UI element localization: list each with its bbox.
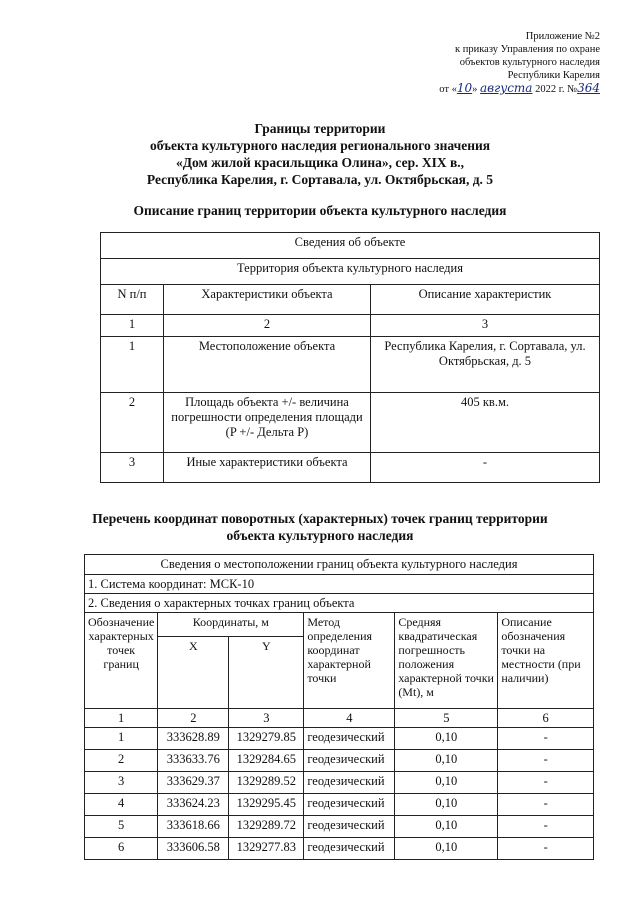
point-id: 3 <box>85 772 158 794</box>
col-y: Y <box>229 637 304 709</box>
point-y: 1329277.83 <box>229 838 304 860</box>
col-header: N п/п <box>101 285 164 315</box>
date-month: августа <box>480 81 533 95</box>
point-method: геодезический <box>304 794 395 816</box>
coordinates-table <box>84 554 594 860</box>
coord-system: 1. Система координат: МСК-10 <box>85 575 594 594</box>
title-line: Границы территории <box>254 121 386 136</box>
appendix-date <box>439 82 600 96</box>
point-method: геодезический <box>304 750 395 772</box>
col-header: Характеристики объекта <box>164 285 371 315</box>
col-number: 3 <box>371 315 600 337</box>
point-error: 0,10 <box>395 728 498 750</box>
col-number: 2 <box>158 709 229 728</box>
col-number: 1 <box>85 709 158 728</box>
row-characteristic: Местоположение объекта <box>164 337 371 393</box>
section2-title <box>0 510 640 544</box>
row-description: 405 кв.м. <box>371 393 600 453</box>
row-characteristic: Иные характеристики объекта <box>164 453 371 483</box>
section2-line: объекта культурного наследия <box>226 528 414 543</box>
point-desc: - <box>498 728 594 750</box>
point-desc: - <box>498 772 594 794</box>
col-designation: Обозначение характерных точек границ <box>85 613 158 709</box>
point-method: геодезический <box>304 838 395 860</box>
row-number: 3 <box>101 453 164 483</box>
point-x: 333628.89 <box>158 728 229 750</box>
point-method: геодезический <box>304 728 395 750</box>
point-method: геодезический <box>304 816 395 838</box>
col-number: 2 <box>164 315 371 337</box>
table-header: Сведения о местоположении границ объекта культурного наследия <box>85 555 594 575</box>
date-year: 2022 г. № <box>532 84 578 95</box>
point-id: 6 <box>85 838 158 860</box>
col-header: Описание характеристик <box>371 285 600 315</box>
point-desc: - <box>498 838 594 860</box>
table-row <box>101 337 600 393</box>
table-row <box>85 772 594 794</box>
table-row <box>85 750 594 772</box>
title-line: «Дом жилой красильщика Олина», сер. XIX в., <box>176 155 464 170</box>
point-desc: - <box>498 816 594 838</box>
point-y: 1329284.65 <box>229 750 304 772</box>
title-line: Республика Карелия, г. Сортавала, ул. Октябрьская, д. 5 <box>146 172 494 187</box>
appendix-line: Приложение №2 <box>525 31 600 42</box>
table-header: Сведения об объекте <box>101 233 600 259</box>
date-day: 10 <box>456 81 473 95</box>
appendix-line: объектов культурного наследия <box>459 57 600 68</box>
table-row <box>101 453 600 483</box>
section1-title: Описание границ территории объекта культурного наследия <box>133 203 507 218</box>
appendix-line: Республики Карелия <box>507 70 600 81</box>
appendix-line: к приказу Управления по охране <box>455 44 600 55</box>
point-id: 4 <box>85 794 158 816</box>
table-row <box>85 728 594 750</box>
col-x: X <box>158 637 229 709</box>
point-error: 0,10 <box>395 794 498 816</box>
col-number: 5 <box>395 709 498 728</box>
col-number: 1 <box>101 315 164 337</box>
date-prefix: от « <box>439 84 457 95</box>
table-row <box>85 816 594 838</box>
point-y: 1329289.72 <box>229 816 304 838</box>
point-x: 333606.58 <box>158 838 229 860</box>
point-error: 0,10 <box>395 816 498 838</box>
point-error: 0,10 <box>395 838 498 860</box>
col-method: Метод определения координат характерной точки <box>304 613 395 709</box>
row-number: 2 <box>101 393 164 453</box>
document-title <box>0 120 640 188</box>
point-error: 0,10 <box>395 750 498 772</box>
point-x: 333633.76 <box>158 750 229 772</box>
point-x: 333629.37 <box>158 772 229 794</box>
table-row <box>101 393 600 453</box>
col-coords: Координаты, м <box>158 613 304 637</box>
point-y: 1329295.45 <box>229 794 304 816</box>
object-info-table <box>100 232 600 483</box>
points-header: 2. Сведения о характерных точках границ объекта <box>85 594 594 613</box>
order-number: 364 <box>577 81 600 95</box>
point-desc: - <box>498 794 594 816</box>
col-number: 3 <box>229 709 304 728</box>
col-number: 4 <box>304 709 395 728</box>
row-characteristic: Площадь объекта +/- величина погрешности определения площади (P +/- Дельта P) <box>164 393 371 453</box>
point-method: геодезический <box>304 772 395 794</box>
point-id: 2 <box>85 750 158 772</box>
point-x: 333618.66 <box>158 816 229 838</box>
title-line: объекта культурного наследия регионального значения <box>149 138 491 153</box>
row-description: - <box>371 453 600 483</box>
date-mid: » <box>472 84 481 95</box>
col-number: 6 <box>498 709 594 728</box>
table-row <box>85 838 594 860</box>
point-id: 5 <box>85 816 158 838</box>
col-error: Средняя квадратическая погрешность положения характерной точки (Mt), м <box>395 613 498 709</box>
point-id: 1 <box>85 728 158 750</box>
appendix-block <box>439 30 600 96</box>
point-y: 1329279.85 <box>229 728 304 750</box>
section2-line: Перечень координат поворотных (характерных) точек границ территории <box>92 511 548 526</box>
point-desc: - <box>498 750 594 772</box>
point-y: 1329289.52 <box>229 772 304 794</box>
row-description: Республика Карелия, г. Сортавала, ул. Октябрьская, д. 5 <box>371 337 600 393</box>
table-row <box>85 794 594 816</box>
point-x: 333624.23 <box>158 794 229 816</box>
table-header: Территория объекта культурного наследия <box>101 259 600 285</box>
point-error: 0,10 <box>395 772 498 794</box>
col-description: Описание обозначения точки на местности (при наличии) <box>498 613 594 709</box>
row-number: 1 <box>101 337 164 393</box>
